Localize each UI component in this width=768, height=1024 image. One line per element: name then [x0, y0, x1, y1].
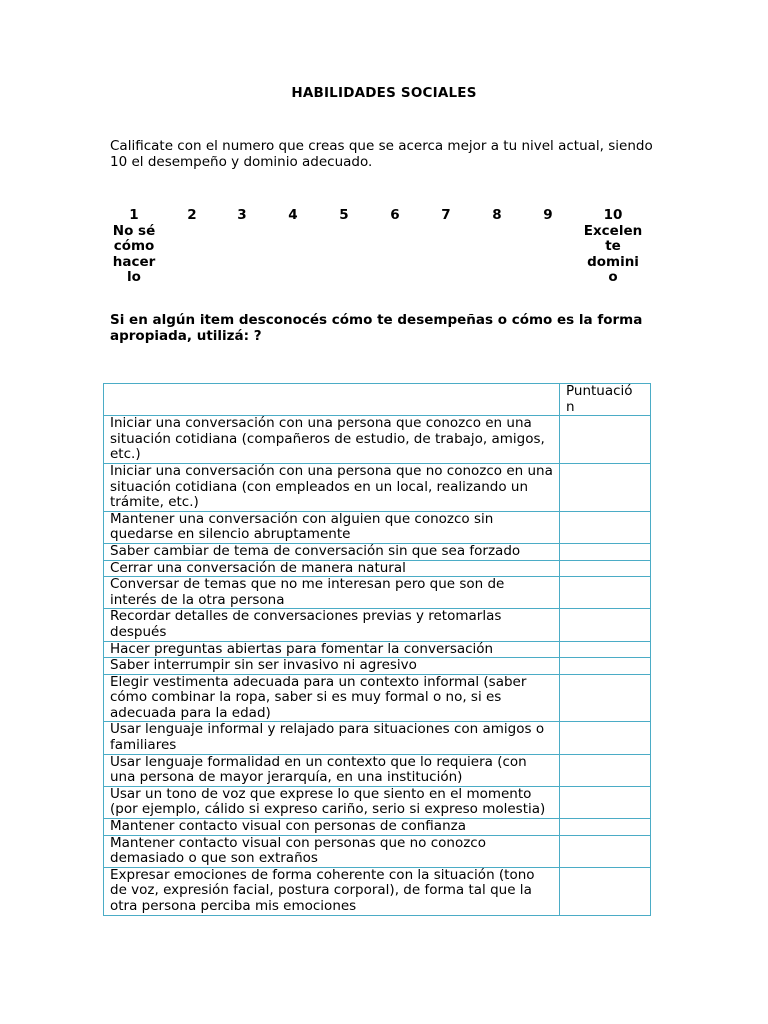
table-row [104, 722, 651, 754]
score-input-cell[interactable] [560, 819, 651, 836]
table-row [104, 543, 651, 560]
header-score-cell: Puntuació n [560, 384, 651, 416]
table-row [104, 674, 651, 722]
skill-description-cell: Usar lenguaje formalidad en un contexto que lo requiera (con una persona de mayor jerarquía, en una institución) [104, 754, 560, 786]
score-input-cell[interactable] [560, 641, 651, 658]
table-header-row [104, 384, 651, 416]
score-input-cell[interactable] [560, 674, 651, 722]
score-input-cell[interactable] [560, 786, 651, 818]
score-input-cell[interactable] [560, 416, 651, 464]
table-row [104, 416, 651, 464]
scale-number-3: 3 [237, 207, 247, 223]
skill-description-cell: Mantener una conversación con alguien que conozco sin quedarse en silencio abruptamente [104, 511, 560, 543]
score-input-cell[interactable] [560, 463, 651, 511]
skill-description-cell: Iniciar una conversación con una persona que no conozco en una situación cotidiana (con empleados en un local, realizando un trámite, etc.) [104, 463, 560, 511]
skill-description-cell: Usar un tono de voz que exprese lo que siento en el momento (por ejemplo, cálido si expreso cariño, serio si expreso molestia) [104, 786, 560, 818]
scale-number-1: 1 [129, 207, 139, 223]
skill-description-cell: Expresar emociones de forma coherente con la situación (tono de voz, expresión facial, postura corporal), de forma tal que la otra persona perciba mis emociones [104, 867, 560, 915]
score-input-cell[interactable] [560, 867, 651, 915]
scale-low-label: No sé cómo hacer lo [112, 222, 156, 286]
score-input-cell[interactable] [560, 577, 651, 609]
table-row [104, 819, 651, 836]
skill-description-cell: Elegir vestimenta adecuada para un contexto informal (saber cómo combinar la ropa, saber si es muy formal o no, si es adecuada para la edad) [104, 674, 560, 722]
score-input-cell[interactable] [560, 609, 651, 641]
instruction-text: Si en algún item desconocés cómo te desempeñas o cómo es la forma apropiada, utilizá: ? [110, 312, 643, 344]
skill-description-cell: Conversar de temas que no me interesan pero que son de interés de la otra persona [104, 577, 560, 609]
skill-description-cell: Saber interrumpir sin ser invasivo ni agresivo [104, 658, 560, 675]
table-row [104, 577, 651, 609]
table-row [104, 867, 651, 915]
table-row [104, 835, 651, 867]
skill-description-cell: Mantener contacto visual con personas que no conozco demasiado o que son extraños [104, 835, 560, 867]
scale-number-4: 4 [288, 207, 298, 223]
scale-high-label: Excelen te domini o [583, 222, 643, 286]
score-input-cell[interactable] [560, 511, 651, 543]
scale-number-6: 6 [390, 207, 400, 223]
intro-paragraph: Calificate con el numero que creas que se acerca mejor a tu nivel actual, siendo 10 el desempeño y dominio adecuado. [110, 138, 653, 170]
table-row [104, 641, 651, 658]
score-input-cell[interactable] [560, 560, 651, 577]
skill-description-cell: Recordar detalles de conversaciones previas y retomarlas después [104, 609, 560, 641]
table-row [104, 658, 651, 675]
table-row [104, 786, 651, 818]
score-input-cell[interactable] [560, 543, 651, 560]
scale-number-10: 10 [603, 207, 623, 223]
header-skill-cell [104, 384, 560, 416]
scale-number-2: 2 [187, 207, 197, 223]
table-row [104, 511, 651, 543]
table-row [104, 560, 651, 577]
skill-description-cell: Hacer preguntas abiertas para fomentar la conversación [104, 641, 560, 658]
skills-table [103, 383, 651, 916]
score-input-cell[interactable] [560, 754, 651, 786]
scale-number-5: 5 [339, 207, 349, 223]
scale-number-7: 7 [441, 207, 451, 223]
skill-description-cell: Cerrar una conversación de manera natural [104, 560, 560, 577]
skill-description-cell: Iniciar una conversación con una persona que conozco en una situación cotidiana (compañeros de estudio, de trabajo, amigos, etc.) [104, 416, 560, 464]
scale-number-8: 8 [492, 207, 502, 223]
scale-number-9: 9 [543, 207, 553, 223]
score-input-cell[interactable] [560, 722, 651, 754]
skill-description-cell: Mantener contacto visual con personas de confianza [104, 819, 560, 836]
score-input-cell[interactable] [560, 658, 651, 675]
table-row [104, 609, 651, 641]
table-row [104, 754, 651, 786]
page-title: HABILIDADES SOCIALES [291, 85, 477, 101]
table-row [104, 463, 651, 511]
skill-description-cell: Usar lenguaje informal y relajado para situaciones con amigos o familiares [104, 722, 560, 754]
skill-description-cell: Saber cambiar de tema de conversación sin que sea forzado [104, 543, 560, 560]
score-input-cell[interactable] [560, 835, 651, 867]
